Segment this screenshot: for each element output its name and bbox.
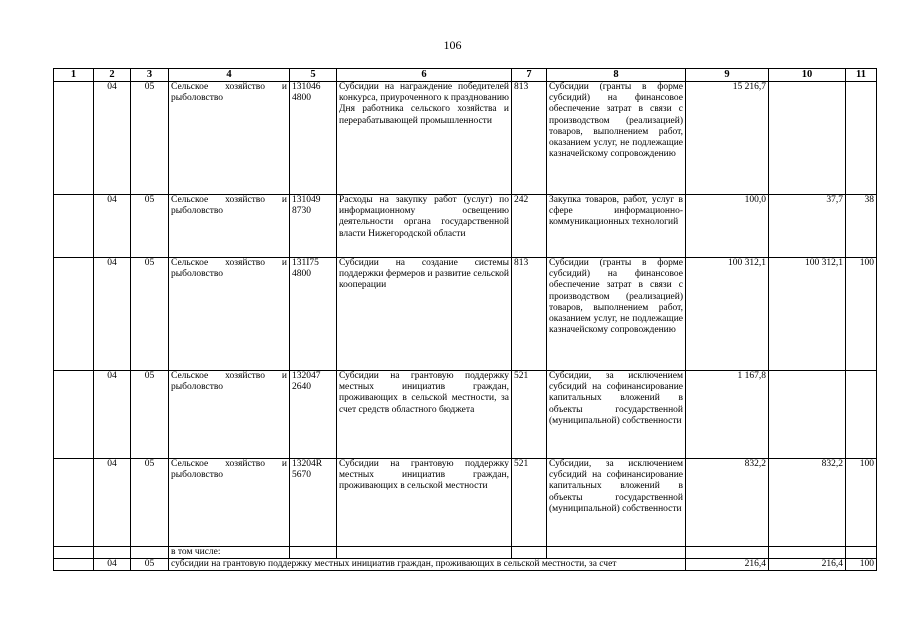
cell-subsidy-description: субсидии на грантовую поддержку местных инициатив граждан, проживающих в сельской местности, за счет	[169, 559, 686, 571]
cell-subsection: 05	[131, 459, 169, 547]
cell-actual	[769, 82, 846, 195]
cell-percent: 100	[846, 258, 877, 371]
header-row	[54, 69, 877, 82]
cell-percent: 38	[846, 195, 877, 258]
cell-section: 04	[94, 82, 131, 195]
cell-expense-name: Расходы на закупку работ (услуг) по информационному освещению деятельности органа государственной власти Нижегородской области	[337, 195, 512, 258]
cell-col1	[54, 258, 94, 371]
cell-percent	[846, 82, 877, 195]
cell-target-code: 132047 2640	[290, 371, 337, 459]
cell-expense-name: Субсидии на создание системы поддержки фермеров и развитие сельской кооперации	[337, 258, 512, 371]
cell-section-name: Сельское хозяйство и рыболовство	[169, 459, 290, 547]
cell-actual	[769, 547, 846, 559]
cell-col1	[54, 371, 94, 459]
cell-subsection: 05	[131, 371, 169, 459]
col-header-10: 10	[769, 69, 846, 82]
cell-percent	[846, 371, 877, 459]
cell-target-code: 131I75 4800	[290, 258, 337, 371]
page-number: 106	[443, 38, 462, 52]
col-header-2: 2	[94, 69, 131, 82]
table-row	[54, 559, 877, 571]
including-label: в том числе:	[169, 547, 290, 559]
col-header-4: 4	[169, 69, 290, 82]
cell-expense-name: Субсидии на грантовую поддержку местных инициатив граждан, проживающих в сельской местности, за счет средств областного бюджета	[337, 371, 512, 459]
cell-plan	[686, 547, 769, 559]
cell-col1	[54, 547, 94, 559]
cell-expense-name: Субсидии на награждение победителей конкурса, приуроченного к празднованию Дня работника сельского хозяйства и перерабатывающей промышленности	[337, 82, 512, 195]
cell-section: 04	[94, 459, 131, 547]
col-header-3: 3	[131, 69, 169, 82]
cell-section	[94, 547, 131, 559]
cell-col1	[54, 195, 94, 258]
cell-plan: 1 167,8	[686, 371, 769, 459]
table-row	[54, 258, 877, 371]
cell-percent	[846, 547, 877, 559]
col-header-7: 7	[512, 69, 547, 82]
cell-expense-type: 813	[512, 258, 547, 371]
cell-section-name: Сельское хозяйство и рыболовство	[169, 258, 290, 371]
cell-section: 04	[94, 195, 131, 258]
cell-subsection	[131, 547, 169, 559]
cell-expense-type-name: Субсидии, за исключением субсидий на софинансирование капитальных вложений в объекты государственной (муниципальной) собственности	[547, 371, 686, 459]
cell-plan: 216,4	[686, 559, 769, 571]
table-row	[54, 82, 877, 195]
cell-expense-type-name	[547, 547, 686, 559]
cell-plan: 100,0	[686, 195, 769, 258]
cell-expense-type: 242	[512, 195, 547, 258]
cell-col1	[54, 82, 94, 195]
cell-col1	[54, 459, 94, 547]
cell-section: 04	[94, 258, 131, 371]
including-row	[54, 547, 877, 559]
cell-actual: 100 312,1	[769, 258, 846, 371]
cell-col1	[54, 559, 94, 571]
table-row	[54, 195, 877, 258]
cell-subsection: 05	[131, 559, 169, 571]
cell-expense-type-name: Закупка товаров, работ, услуг в сфере информационно-коммуникационных технологий	[547, 195, 686, 258]
cell-expense-type-name: Субсидии, за исключением субсидий на софинансирование капитальных вложений в объекты государственной (муниципальной) собственности	[547, 459, 686, 547]
cell-subsection: 05	[131, 258, 169, 371]
budget-table	[53, 68, 877, 571]
col-header-11: 11	[846, 69, 877, 82]
cell-subsection: 05	[131, 195, 169, 258]
col-header-6: 6	[337, 69, 512, 82]
cell-expense-name	[337, 547, 512, 559]
col-header-9: 9	[686, 69, 769, 82]
cell-plan: 100 312,1	[686, 258, 769, 371]
cell-actual	[769, 371, 846, 459]
cell-section: 04	[94, 371, 131, 459]
cell-expense-type	[512, 547, 547, 559]
cell-target-code	[290, 547, 337, 559]
cell-percent: 100	[846, 559, 877, 571]
cell-expense-type: 521	[512, 459, 547, 547]
cell-section-name: Сельское хозяйство и рыболовство	[169, 82, 290, 195]
cell-section-name: Сельское хозяйство и рыболовство	[169, 371, 290, 459]
cell-expense-type: 813	[512, 82, 547, 195]
cell-target-code: 13204R 5670	[290, 459, 337, 547]
cell-subsection: 05	[131, 82, 169, 195]
cell-actual: 832,2	[769, 459, 846, 547]
cell-expense-type-name: Субсидии (гранты в форме субсидий) на финансовое обеспечение затрат в связи с производством (реализацией) товаров, выполнением работ, оказанием услуг, не подлежащие казначейскому сопровождению	[547, 258, 686, 371]
col-header-8: 8	[547, 69, 686, 82]
cell-actual: 216,4	[769, 559, 846, 571]
cell-target-code: 131049 8730	[290, 195, 337, 258]
table-row	[54, 371, 877, 459]
cell-expense-name: Субсидии на грантовую поддержку местных инициатив граждан, проживающих в сельской местности	[337, 459, 512, 547]
cell-expense-type: 521	[512, 371, 547, 459]
cell-actual: 37,7	[769, 195, 846, 258]
cell-target-code: 131046 4800	[290, 82, 337, 195]
col-header-5: 5	[290, 69, 337, 82]
col-header-1: 1	[54, 69, 94, 82]
table-row	[54, 459, 877, 547]
cell-plan: 832,2	[686, 459, 769, 547]
cell-section-name: Сельское хозяйство и рыболовство	[169, 195, 290, 258]
cell-plan: 15 216,7	[686, 82, 769, 195]
cell-section: 04	[94, 559, 131, 571]
cell-percent: 100	[846, 459, 877, 547]
cell-expense-type-name: Субсидии (гранты в форме субсидий) на финансовое обеспечение затрат в связи с производством (реализацией) товаров, выполнением работ, оказанием услуг, не подлежащие казначейскому сопровождению	[547, 82, 686, 195]
